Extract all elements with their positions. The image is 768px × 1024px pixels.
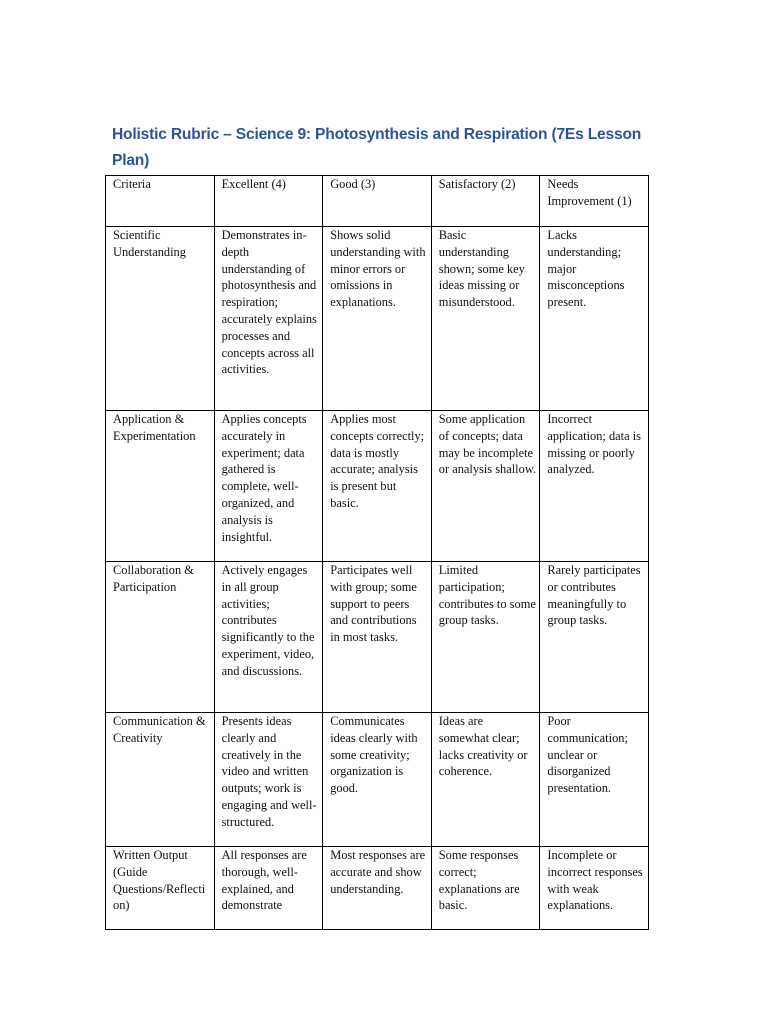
title-line-1: Holistic Rubric – Science 9: Photosynthesis and Respiration (7Es Lesson [112,126,642,143]
good-cell: Participates well with group; some support to peers and contributions in most tasks. [323,562,432,713]
table-row [106,562,649,713]
excellent-cell: Demonstrates in-depth understanding of photosynthesis and respiration; accurately explains processes and concepts across all activities. [214,227,323,411]
table-row [106,227,649,411]
excellent-cell: All responses are thorough, well-explained, and demonstrate [214,847,323,930]
header-criteria: Criteria [106,176,215,227]
table-row [106,411,649,562]
needs-improvement-cell: Incomplete or incorrect responses with weak explanations. [540,847,649,930]
satisfactory-cell: Some application of concepts; data may be incomplete or analysis shallow. [431,411,540,562]
criteria-cell: Written Output (Guide Questions/Reflection) [106,847,215,930]
rubric-table [105,175,649,930]
good-cell: Shows solid understanding with minor errors or omissions in explanations. [323,227,432,411]
excellent-cell: Presents ideas clearly and creatively in the video and written outputs; work is engaging and well-structured. [214,713,323,847]
satisfactory-cell: Ideas are somewhat clear; lacks creativity or coherence. [431,713,540,847]
document-title [112,122,652,174]
good-cell: Most responses are accurate and show understanding. [323,847,432,930]
needs-improvement-cell: Rarely participates or contributes meaningfully to group tasks. [540,562,649,713]
header-good: Good (3) [323,176,432,227]
excellent-cell: Applies concepts accurately in experiment; data gathered is complete, well-organized, and analysis is insightful. [214,411,323,562]
title-line-2: Plan) [112,152,150,169]
table-header-row [106,176,649,227]
table-row [106,713,649,847]
criteria-cell: Scientific Understanding [106,227,215,411]
criteria-cell: Application & Experimentation [106,411,215,562]
criteria-cell: Collaboration & Participation [106,562,215,713]
good-cell: Communicates ideas clearly with some creativity; organization is good. [323,713,432,847]
needs-improvement-cell: Incorrect application; data is missing or poorly analyzed. [540,411,649,562]
needs-improvement-cell: Lacks understanding; major misconceptions present. [540,227,649,411]
satisfactory-cell: Basic understanding shown; some key ideas missing or misunderstood. [431,227,540,411]
excellent-cell: Actively engages in all group activities; contributes significantly to the experiment, video, and discussions. [214,562,323,713]
table-row [106,847,649,930]
header-satisfactory: Satisfactory (2) [431,176,540,227]
criteria-cell: Communication & Creativity [106,713,215,847]
good-cell: Applies most concepts correctly; data is mostly accurate; analysis is present but basic. [323,411,432,562]
header-needs-improvement: Needs Improvement (1) [540,176,649,227]
satisfactory-cell: Some responses correct; explanations are basic. [431,847,540,930]
header-excellent: Excellent (4) [214,176,323,227]
needs-improvement-cell: Poor communication; unclear or disorganized presentation. [540,713,649,847]
satisfactory-cell: Limited participation; contributes to some group tasks. [431,562,540,713]
